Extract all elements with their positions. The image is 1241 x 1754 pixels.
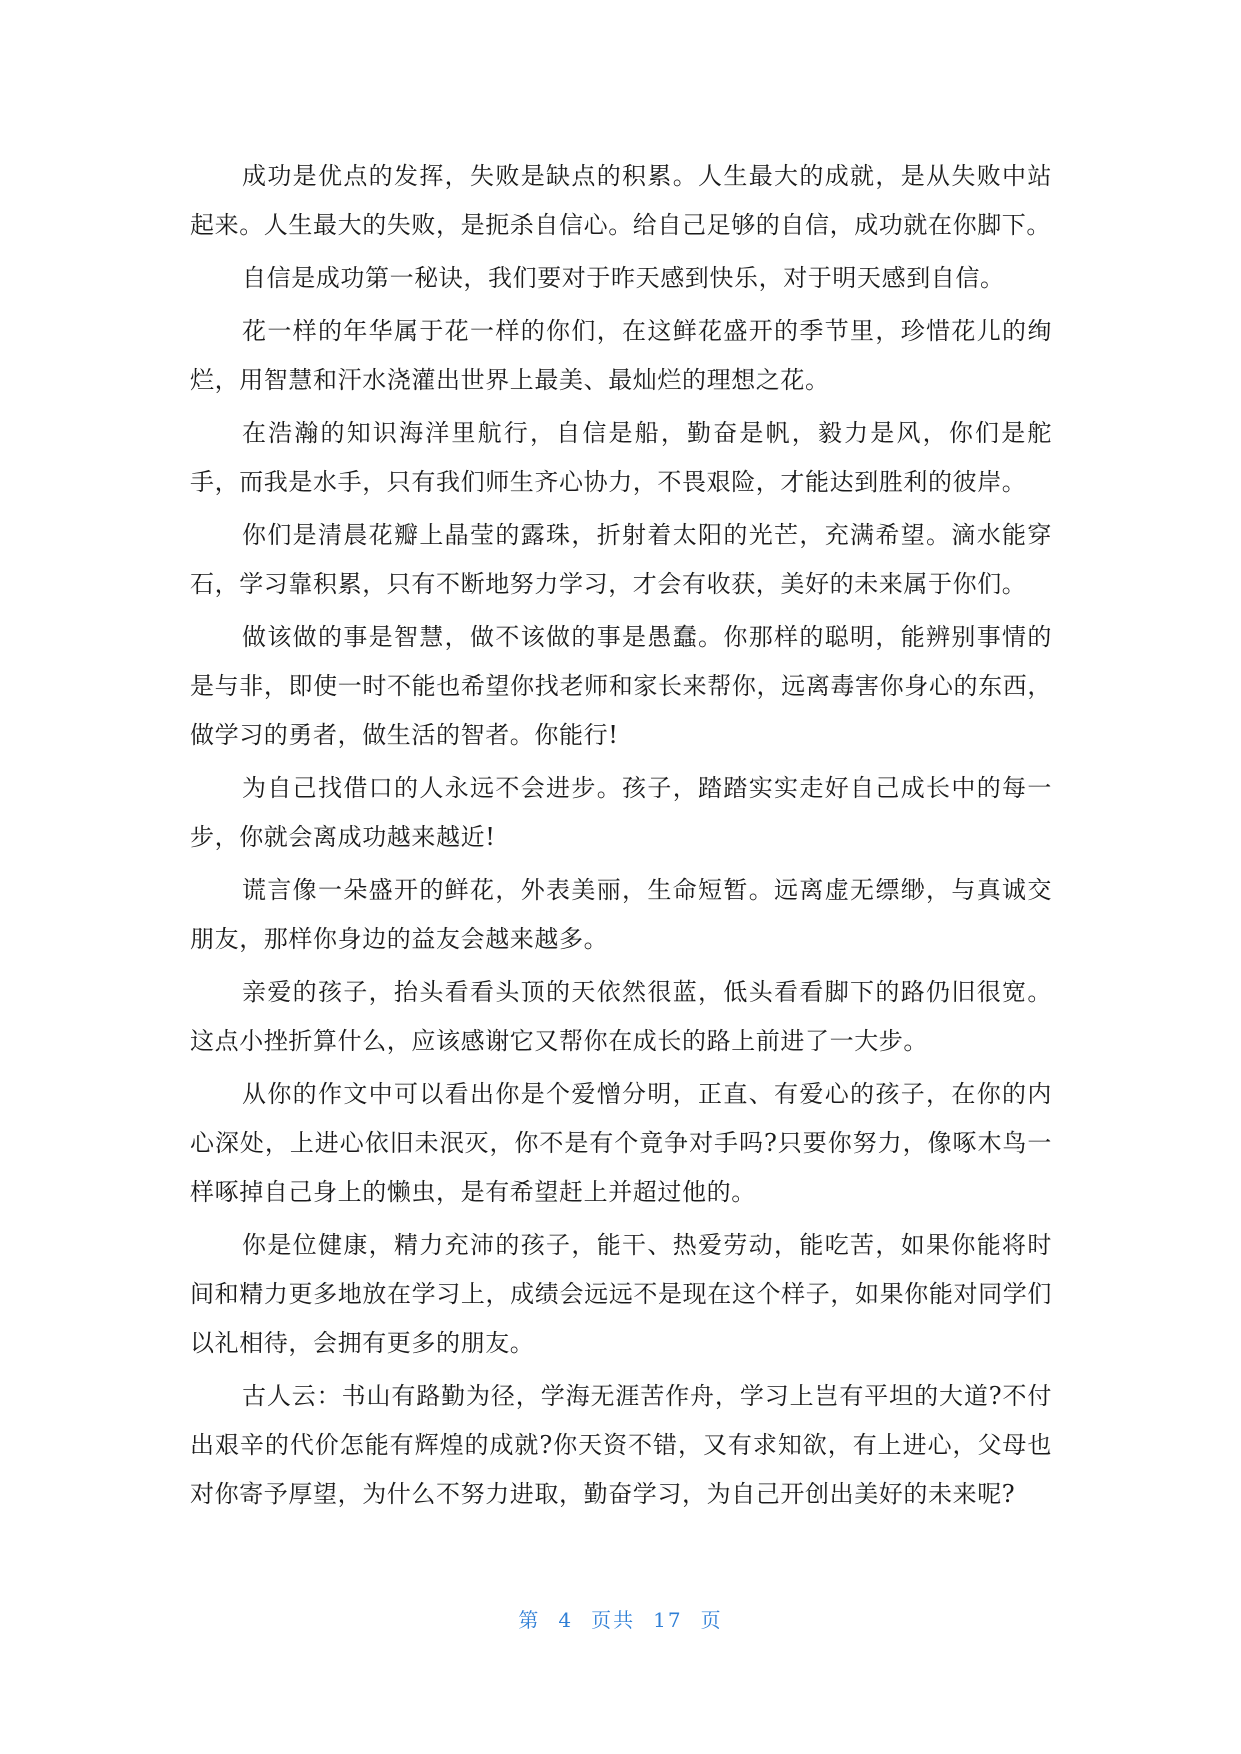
footer-prefix: 第 xyxy=(518,1608,541,1632)
footer-suffix: 页 xyxy=(700,1608,723,1632)
paragraph: 你们是清晨花瓣上晶莹的露珠，折射着太阳的光芒，充满希望。滴水能穿石，学习靠积累，只有不断地努力学习，才会有收获，美好的未来属于你们。 xyxy=(190,521,1052,598)
paragraph: 谎言像一朵盛开的鲜花，外表美丽，生命短暂。远离虚无缥缈，与真诚交朋友，那样你身边的益友会越来越多。 xyxy=(190,876,1052,953)
footer-total-pages: 17 xyxy=(653,1608,683,1632)
paragraph: 亲爱的孩子，抬头看看头顶的天依然很蓝，低头看看脚下的路仍旧很宽。这点小挫折算什么，应该感谢它又帮你在成长的路上前进了一大步。 xyxy=(190,978,1052,1055)
paragraph: 古人云：书山有路勤为径，学海无涯苦作舟，学习上岂有平坦的大道?不付出艰辛的代价怎能有辉煌的成就?你天资不错，又有求知欲，有上进心，父母也对你寄予厚望，为什么不努力进取，勤奋学习，为自己开创出美好的未来呢? xyxy=(190,1382,1052,1508)
footer-middle: 页共 xyxy=(591,1608,636,1632)
paragraph: 从你的作文中可以看出你是个爱憎分明，正直、有爱心的孩子，在你的内心深处，上进心依旧未泯灭，你不是有个竟争对手吗?只要你努力，像啄木鸟一样啄掉自己身上的懒虫，是有希望赶上并超过他的。 xyxy=(190,1080,1052,1206)
footer-current-page: 4 xyxy=(558,1608,574,1632)
paragraph: 花一样的年华属于花一样的你们，在这鲜花盛开的季节里，珍惜花儿的绚烂，用智慧和汗水浇灌出世界上最美、最灿烂的理想之花。 xyxy=(190,317,1052,394)
paragraph: 你是位健康，精力充沛的孩子，能干、热爱劳动，能吃苦，如果你能将时间和精力更多地放在学习上，成绩会远远不是现在这个样子，如果你能对同学们以礼相待，会拥有更多的朋友。 xyxy=(190,1231,1052,1357)
paragraph: 为自己找借口的人永远不会进步。孩子，踏踏实实走好自己成长中的每一步，你就会离成功越来越近! xyxy=(190,774,1052,851)
page-number-footer xyxy=(0,1604,1241,1633)
paragraph: 做该做的事是智慧，做不该做的事是愚蠢。你那样的聪明，能辨别事情的是与非，即使一时不能也希望你找老师和家长来帮你，远离毒害你身心的东西，做学习的勇者，做生活的智者。你能行! xyxy=(190,623,1052,749)
paragraph: 在浩瀚的知识海洋里航行，自信是船，勤奋是帆，毅力是风，你们是舵手，而我是水手，只有我们师生齐心协力，不畏艰险，才能达到胜利的彼岸。 xyxy=(190,419,1052,496)
paragraph: 成功是优点的发挥，失败是缺点的积累。人生最大的成就，是从失败中站起来。人生最大的失败，是扼杀自信心。给自己足够的自信，成功就在你脚下。 xyxy=(190,162,1052,239)
paragraph: 自信是成功第一秘诀，我们要对于昨天感到快乐，对于明天感到自信。 xyxy=(242,264,1005,292)
document-body xyxy=(190,152,1052,1523)
